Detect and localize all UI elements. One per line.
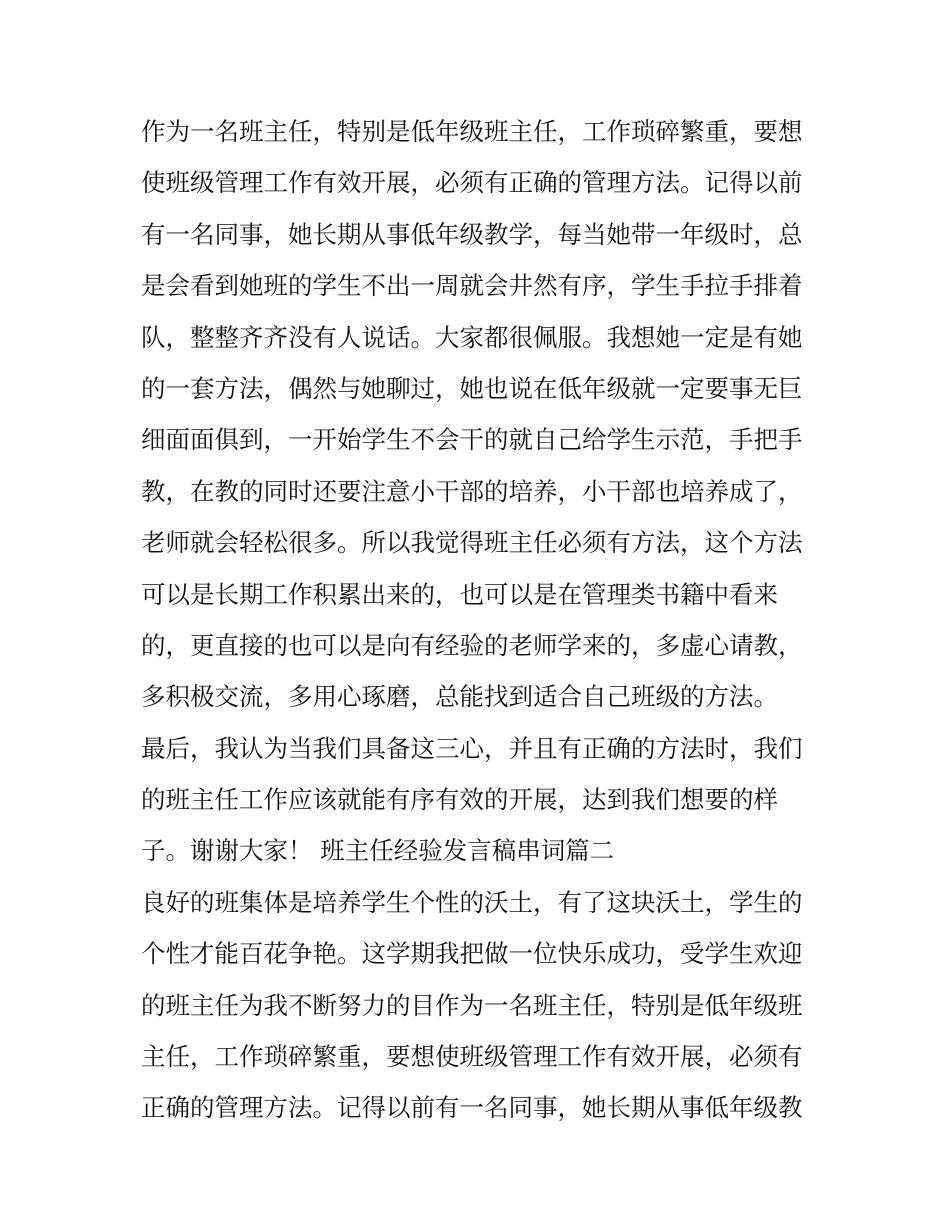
text-line: 有一名同事，她长期从事低年级教学，每当她带一年级时，总: [141, 219, 803, 249]
body-text: [141, 106, 821, 1134]
text-line: 良好的班集体是培养学生个性的沃土，有了这块沃土，学生的: [141, 887, 803, 917]
text-line: 教，在教的同时还要注意小干部的培养，小干部也培养成了，: [141, 476, 803, 506]
text-line: 个性才能百花争艳。这学期我把做一位快乐成功，受学生欢迎: [141, 939, 803, 969]
text-line: 多积极交流，多用心琢磨，总能找到适合自己班级的方法。: [141, 682, 778, 712]
text-line: 的，更直接的也可以是向有经验的老师学来的，多虚心请教，: [141, 630, 803, 660]
text-line: 主任，工作琐碎繁重，要想使班级管理工作有效开展，必须有: [141, 1042, 803, 1072]
text-line: 正确的管理方法。记得以前有一名同事，她长期从事低年级教: [141, 1093, 803, 1123]
text-line: 老师就会轻松很多。所以我觉得班主任必须有方法，这个方法: [141, 528, 803, 558]
text-line: 最后，我认为当我们具备这三心，并且有正确的方法时，我们: [141, 733, 803, 763]
text-line: 队，整整齐齐没有人说话。大家都很佩服。我想她一定是有她: [141, 322, 803, 352]
text-line: 是会看到她班的学生不出一周就会井然有序，学生手拉手排着: [141, 271, 803, 301]
text-line: 可以是长期工作积累出来的，也可以是在管理类书籍中看来: [141, 579, 778, 609]
text-line: 的班主任为我不断努力的目作为一名班主任，特别是低年级班: [141, 990, 803, 1020]
text-line: 子。谢谢大家！ 班主任经验发言稿串词篇二: [141, 836, 615, 866]
text-line: 的一套方法，偶然与她聊过，她也说在低年级就一定要事无巨: [141, 373, 803, 403]
text-line: 的班主任工作应该就能有序有效的开展，达到我们想要的样: [141, 785, 778, 815]
text-line: 细面面俱到，一开始学生不会干的就自己给学生示范，手把手: [141, 425, 803, 455]
text-line: 使班级管理工作有效开展，必须有正确的管理方法。记得以前: [141, 168, 803, 198]
text-line: 作为一名班主任，特别是低年级班主任，工作琐碎繁重，要想: [141, 117, 803, 146]
